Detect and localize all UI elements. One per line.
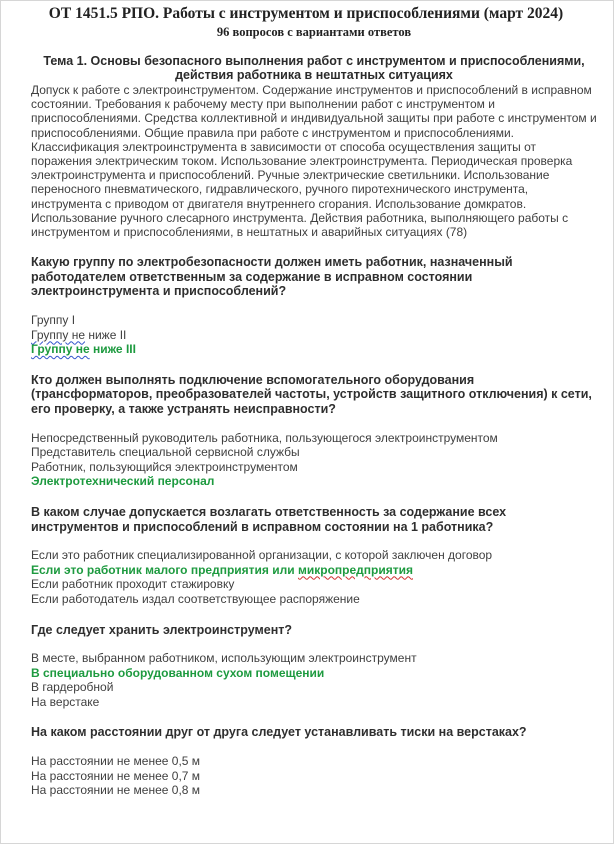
- answer-option: [31, 328, 597, 343]
- question-1-answers: [31, 313, 597, 357]
- topic-description: Допуск к работе с электроинструментом. Содержание инструментов и приспособлений в исправном состоянии. Требования к рабочему месту при выполнении работ с инструментом и приспособлениями. Средства коллективной и индивидуальной защиты при работе с инструментом и приспособлениями. Общие правила при работе с инструментом и приспособлениями. Классификация электроинструмента в зависимости от способа осуществления защиты от поражения электрическим током. Использование электроинструмента. Периодическая проверка электроинструмента и приспособлений. Ручные электрические светильники. Использование переносного пневматического, гидравлического, ручного пиротехнического инструмента, инструмента с приводом от двигателя внутреннего сгорания. Использование домкратов. Использование ручного слесарного инструмента. Действия работника, выполняющего работы с инструментом и приспособлениями, в нештатных и аварийных ситуациях (78): [31, 83, 597, 240]
- question-2-text: Кто должен выполнять подключение вспомогательного оборудования (трансформаторов, преобразователей частоты, устройств защитного отключения) к сети, его проверку, а также устранять неисправности?: [31, 372, 592, 416]
- question-3-answers: [31, 548, 597, 606]
- answer-text-part: Группу не: [31, 327, 85, 342]
- answer-option: В гардеробной: [31, 680, 114, 695]
- document-title: ОТ 1451.5 РПО. Работы с инструментом и приспособлениями (март 2024): [48, 5, 564, 22]
- question-5-text: На каком расстоянии друг от друга следует устанавливать тиски на верстаках?: [31, 725, 527, 740]
- answer-option: Группу I: [31, 313, 76, 328]
- answer-option: Если работник проходит стажировку: [31, 577, 235, 592]
- question-4-answers: [31, 651, 597, 709]
- answer-option: Если работодатель издал соответствующее распоряжение: [31, 591, 360, 606]
- answer-text-part: Если это работник малого предприятия или: [31, 562, 298, 577]
- question-2-answers: [31, 431, 597, 489]
- answer-option: Работник, пользующийся электроинструментом: [31, 459, 298, 474]
- answer-option: Представитель специальной сервисной службы: [31, 445, 300, 460]
- question-1-text: Какую группу по электробезопасности должен иметь работник, назначенный работодателем ответственным за содержание в исправном состоянии электроинструмента и приспособлений?: [31, 255, 513, 299]
- topic-title-line-1: Тема 1. Основы безопасного выполнения работ с инструментом и приспособлениями,: [43, 54, 585, 68]
- document-subtitle: 96 вопросов с вариантами ответов: [216, 25, 412, 39]
- answer-text-part: микропредприятия: [297, 562, 413, 577]
- question-4-text: Где следует хранить электроинструмент?: [31, 622, 292, 637]
- correct-answer: В специально оборудованном сухом помещении: [31, 665, 325, 680]
- answer-option: В месте, выбранном работником, использующим электроинструмент: [31, 651, 417, 666]
- correct-answer: [31, 342, 597, 357]
- correct-answer: [31, 563, 597, 578]
- correct-answer: Электротехнический персонал: [31, 474, 215, 489]
- topic-title: [31, 54, 597, 82]
- question-3-text: В каком случае допускается возлагать ответственность за содержание всех инструментов и приспособлений в исправном состоянии на 1 работника?: [31, 504, 507, 534]
- answer-option: Если это работник специализированной организации, с которой заключен договор: [31, 548, 493, 563]
- answer-text-part: ниже II: [85, 327, 127, 342]
- answer-text-part: ниже III: [89, 342, 136, 357]
- answer-option: На расстоянии не менее 0,5 м: [31, 754, 201, 769]
- question-5-answers: [31, 754, 597, 798]
- answer-option: На верстаке: [31, 694, 100, 709]
- answer-option: На расстоянии не менее 0,7 м: [31, 768, 201, 783]
- topic-title-line-2: действия работника в нештатных ситуациях: [175, 68, 453, 82]
- answer-text-part: Группу не: [31, 342, 90, 357]
- answer-option: Непосредственный руководитель работника, пользующегося электроинструментом: [31, 430, 498, 445]
- answer-option: На расстоянии не менее 0,8 м: [31, 783, 201, 798]
